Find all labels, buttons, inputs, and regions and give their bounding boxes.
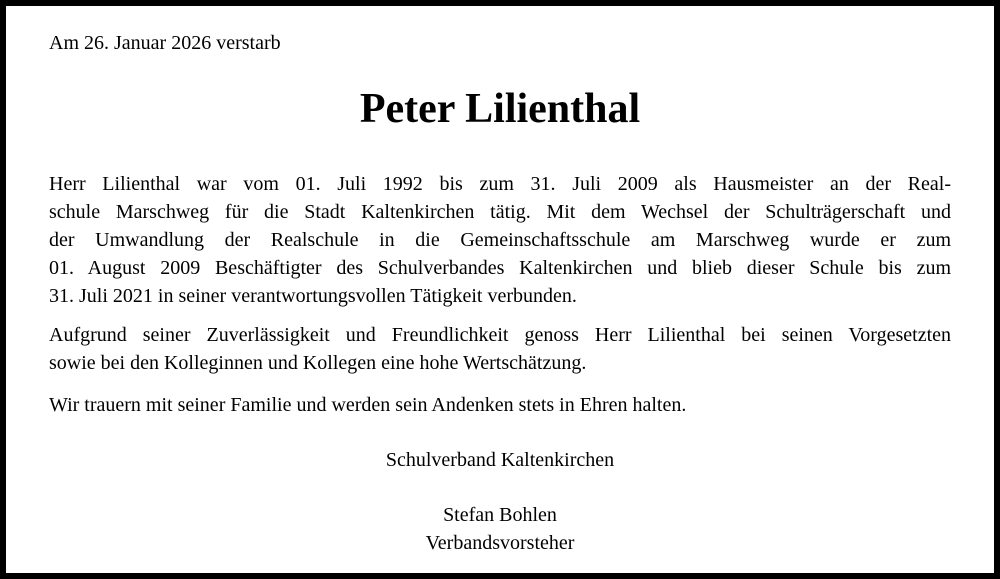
paragraph-line: Wir trauern mit seiner Familie und werden sein Andenken stets in Ehren halten. xyxy=(49,394,687,416)
death-date-line: Am 26. Januar 2026 verstarb xyxy=(49,32,281,54)
paragraph-line: Herr Lilienthal war vom 01. Juli 1992 bis zum 31. Juli 2009 als Hausmeister an der Real- xyxy=(49,173,951,195)
organization-name: Schulverband Kaltenkirchen xyxy=(385,449,615,471)
notice-content xyxy=(6,6,994,557)
signatory-name: Stefan Bohlen xyxy=(443,504,557,526)
paragraph-appreciation xyxy=(49,321,951,377)
paragraph-line: 31. Juli 2021 in seiner verantwortungsvollen Tätigkeit verbunden. xyxy=(49,285,577,307)
paragraph-career xyxy=(49,170,951,310)
paragraph-line: Aufgrund seiner Zuverlässigkeit und Freundlichkeit genoss Herr Lilienthal bei seinen Vorgesetzten xyxy=(49,324,951,346)
paragraph-mourning xyxy=(49,391,951,419)
paragraph-line: sowie bei den Kolleginnen und Kollegen eine hohe Wertschätzung. xyxy=(49,352,587,374)
paragraph-line: der Umwandlung der Realschule in die Gemeinschaftsschule am Marschweg wurde er zum xyxy=(49,229,951,251)
deceased-name: Peter Lilienthal xyxy=(359,86,641,132)
signature-block xyxy=(49,501,951,557)
paragraph-line: 01. August 2009 Beschäftigter des Schulverbandes Kaltenkirchen und blieb dieser Schule bis zum xyxy=(49,257,951,279)
signatory-title: Verbandsvorsteher xyxy=(425,532,575,554)
paragraph-line: schule Marschweg für die Stadt Kaltenkirchen tätig. Mit dem Wechsel der Schulträgerschaft und xyxy=(49,201,951,223)
